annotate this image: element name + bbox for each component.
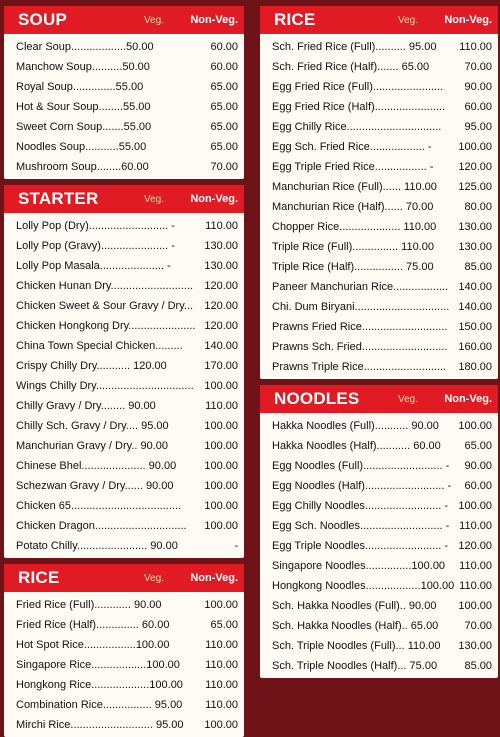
- item-name: Potato Chilly....................... 90.00: [16, 540, 178, 552]
- menu-item: [16, 655, 238, 675]
- menu-item: [16, 416, 238, 436]
- menu-item: [272, 636, 492, 656]
- menu-item: [272, 337, 492, 357]
- item-name: Hongkong Rice...................100.00: [16, 679, 183, 691]
- item-name: Royal Soup..............55.00: [16, 81, 144, 93]
- rice-left-section: [4, 564, 244, 737]
- menu-item: [272, 656, 492, 676]
- item-name: Chopper Rice.................... 110.00: [272, 221, 437, 233]
- item-name: Chicken Hunan Dry...........................: [16, 280, 194, 292]
- item-name: Triple Rice (Full)............... 110.00: [272, 241, 434, 253]
- item-price: 120.00: [458, 540, 492, 552]
- item-price: 125.00: [458, 181, 492, 193]
- item-price: 60.00: [210, 41, 238, 53]
- non-veg-label: Non-Veg.: [190, 572, 238, 584]
- menu-item: [16, 296, 238, 316]
- item-price: 65.00: [464, 440, 492, 452]
- veg-label: Veg.: [143, 14, 165, 26]
- menu-item: [16, 276, 238, 296]
- item-price: 100.00: [204, 520, 238, 532]
- noodles-items: [260, 413, 498, 678]
- menu-item: [272, 37, 492, 57]
- menu-item: [272, 117, 492, 137]
- item-name: Sch. Triple Noodles (Half)... 75.00: [272, 660, 438, 672]
- veg-label: Veg.: [143, 193, 165, 205]
- item-name: Egg Noodles (Half).......................... -: [272, 480, 452, 492]
- menu-item: [272, 596, 492, 616]
- menu-item: [272, 516, 492, 536]
- item-name: Egg Fried Rice (Half).......................: [272, 101, 445, 113]
- soup-header: [4, 6, 244, 34]
- item-price: 100.00: [458, 141, 492, 153]
- menu-item: [16, 436, 238, 456]
- starter-items: [4, 213, 244, 558]
- noodles-header: [260, 385, 498, 413]
- item-price: 100.00: [458, 600, 492, 612]
- item-price: 110.00: [459, 580, 492, 592]
- item-name: Chilly Gravy / Dry........ 90.00: [16, 400, 156, 412]
- item-name: Triple Rice (Half)................ 75.00: [272, 261, 434, 273]
- menu-item: [16, 316, 238, 336]
- item-name: Manchow Soup..........50.00: [16, 61, 150, 73]
- non-veg-label: Non-Veg.: [444, 14, 492, 26]
- menu-item: [272, 57, 492, 77]
- item-price: 100.00: [204, 420, 238, 432]
- veg-label: Veg.: [143, 572, 165, 584]
- item-name: Chinese Bhel..................... 90.00: [16, 460, 177, 472]
- menu-item: [16, 456, 238, 476]
- menu-item: [16, 635, 238, 655]
- item-price: 100.00: [204, 719, 238, 731]
- item-price: 60.00: [464, 101, 492, 113]
- item-name: Lolly Pop (Gravy)...................... -: [16, 240, 175, 252]
- item-price: 110.00: [205, 400, 238, 412]
- menu-item: [272, 257, 492, 277]
- item-name: Crispy Chilly Dry........... 120.00: [16, 360, 167, 372]
- item-name: Chicken Dragon..............................: [16, 520, 187, 532]
- menu-item: [16, 496, 238, 516]
- item-name: Hot Spot Rice.................100.00: [16, 639, 170, 651]
- item-name: Schezwan Gravy / Dry...... 90.00: [16, 480, 174, 492]
- item-name: Sch. Hakka Noodles (Half).. 65.00: [272, 620, 439, 632]
- menu-item: [16, 476, 238, 496]
- item-price: 100.00: [458, 420, 492, 432]
- rice-left-items: [4, 592, 244, 737]
- menu-item: [16, 356, 238, 376]
- item-price: 110.00: [205, 220, 238, 232]
- item-price: 120.00: [204, 320, 238, 332]
- noodles-section: [260, 385, 498, 678]
- item-price: 100.00: [204, 599, 238, 611]
- menu-item: [272, 416, 492, 436]
- item-price: 100.00: [204, 380, 238, 392]
- item-price: 180.00: [458, 361, 492, 373]
- menu-item: [272, 317, 492, 337]
- item-price: 110.00: [205, 659, 238, 671]
- menu-item: [16, 57, 238, 77]
- menu-item: [16, 615, 238, 635]
- menu-item: [272, 357, 492, 377]
- menu-item: [16, 157, 238, 177]
- item-price: 100.00: [204, 460, 238, 472]
- menu-item: [16, 117, 238, 137]
- menu-item: [272, 576, 492, 596]
- menu-item: [272, 177, 492, 197]
- item-name: Chi. Dum Biryani...............................: [272, 301, 450, 313]
- item-price: 130.00: [204, 260, 238, 272]
- rice-right-items: [260, 34, 498, 379]
- item-price: 110.00: [205, 639, 238, 651]
- item-name: Manchurian Rice (Half)...... 70.00: [272, 201, 434, 213]
- menu-item: [16, 536, 238, 556]
- item-name: Prawns Triple Rice...........................: [272, 361, 447, 373]
- item-name: China Town Special Chicken.........: [16, 340, 183, 352]
- item-price: 140.00: [204, 340, 238, 352]
- item-price: 80.00: [464, 201, 492, 213]
- item-price: 130.00: [458, 221, 492, 233]
- item-price: 150.00: [458, 321, 492, 333]
- item-price: 140.00: [458, 301, 492, 313]
- item-name: Egg Sch. Fried Rice.................. -: [272, 141, 432, 153]
- item-name: Lolly Pop (Dry).......................... -: [16, 220, 175, 232]
- item-name: Fried Rice (Full)............ 90.00: [16, 599, 162, 611]
- item-name: Egg Triple Fried Rice................. -: [272, 161, 434, 173]
- item-name: Prawns Sch. Fried............................: [272, 341, 448, 353]
- item-name: Egg Chilly Noodles......................... -: [272, 500, 449, 512]
- soup-section: [4, 6, 244, 179]
- item-name: Chicken Sweet & Sour Gravy / Dry...: [16, 300, 194, 312]
- item-name: Noodles Soup...........55.00: [16, 141, 147, 153]
- item-name: Chilly Sch. Gravy / Dry.... 95.00: [16, 420, 169, 432]
- menu-item: [16, 695, 238, 715]
- menu-item: [272, 157, 492, 177]
- item-price: 140.00: [458, 281, 492, 293]
- item-price: 65.00: [210, 81, 238, 93]
- item-price: 100.00: [458, 500, 492, 512]
- item-name: Egg Chilly Rice...............................: [272, 121, 442, 133]
- item-name: Sch. Triple Noodles (Full)... 110.00: [272, 640, 441, 652]
- menu-item: [16, 97, 238, 117]
- menu-item: [272, 97, 492, 117]
- non-veg-label: Non-Veg.: [190, 193, 238, 205]
- rice-left-header: [4, 564, 244, 592]
- non-veg-label: Non-Veg.: [444, 393, 492, 405]
- menu-item: [272, 536, 492, 556]
- menu-item: [16, 595, 238, 615]
- menu-item: [16, 715, 238, 735]
- menu-item: [272, 436, 492, 456]
- item-name: Chicken Hongkong Dry......................: [16, 320, 196, 332]
- item-price: 170.00: [204, 360, 238, 372]
- item-name: Combination Rice................ 95.00: [16, 699, 183, 711]
- item-price: 160.00: [458, 341, 492, 353]
- item-name: Chicken 65....................................: [16, 500, 182, 512]
- menu-item: [16, 77, 238, 97]
- item-price: 100.00: [204, 440, 238, 452]
- menu-item: [16, 675, 238, 695]
- non-veg-label: Non-Veg.: [190, 14, 238, 26]
- menu-item: [272, 297, 492, 317]
- item-name: Prawns Fried Rice............................: [272, 321, 448, 333]
- item-name: Sch. Fried Rice (Half)....... 65.00: [272, 61, 430, 73]
- item-name: Sweet Corn Soup.......55.00: [16, 121, 152, 133]
- item-name: Mirchi Rice........................... 95.00: [16, 719, 184, 731]
- item-name: Singapore Noodles...............100.00: [272, 560, 446, 572]
- item-price: 65.00: [210, 101, 238, 113]
- item-price: 65.00: [210, 141, 238, 153]
- veg-label: Veg.: [397, 393, 419, 405]
- menu-item: [272, 556, 492, 576]
- menu-item: [16, 37, 238, 57]
- item-price: 100.00: [204, 480, 238, 492]
- menu-item: [272, 217, 492, 237]
- item-name: Hakka Noodles (Full)........... 90.00: [272, 420, 439, 432]
- item-price: 85.00: [464, 261, 492, 273]
- menu-item: [16, 137, 238, 157]
- right-column: [260, 6, 498, 678]
- item-price: 70.00: [210, 161, 238, 173]
- item-price: 60.00: [464, 480, 492, 492]
- section-title: SOUP: [18, 10, 67, 29]
- menu-item: [272, 616, 492, 636]
- item-name: Manchurian Gravy / Dry.. 90.00: [16, 440, 169, 452]
- item-price: 110.00: [459, 41, 492, 53]
- soup-items: [4, 34, 244, 179]
- item-name: Hakka Noodles (Half)........... 60.00: [272, 440, 441, 452]
- rice-right-header: [260, 6, 498, 34]
- item-price: 110.00: [459, 520, 492, 532]
- menu-item: [272, 137, 492, 157]
- item-name: Wings Chilly Dry................................: [16, 380, 194, 392]
- item-price: 130.00: [458, 241, 492, 253]
- item-name: Fried Rice (Half).............. 60.00: [16, 619, 170, 631]
- item-price: 70.00: [464, 620, 492, 632]
- item-name: Sch. Fried Rice (Full).......... 95.00: [272, 41, 437, 53]
- item-name: Manchurian Rice (Full)...... 110.00: [272, 181, 437, 193]
- section-title: RICE: [274, 10, 316, 29]
- rice-right-section: [260, 6, 498, 379]
- item-price: 110.00: [459, 560, 492, 572]
- item-price: 90.00: [464, 81, 492, 93]
- item-name: Paneer Manchurian Rice..................: [272, 281, 449, 293]
- item-price: 65.00: [210, 121, 238, 133]
- item-price: 120.00: [204, 280, 238, 292]
- section-title: STARTER: [18, 189, 99, 208]
- starter-header: [4, 185, 244, 213]
- item-name: Lolly Pop Masala..................... -: [16, 260, 171, 272]
- item-name: Egg Sch. Noodles........................... -: [272, 520, 450, 532]
- item-name: Egg Fried Rice (Full).......................: [272, 81, 444, 93]
- item-name: Egg Triple Noodles......................... -: [272, 540, 449, 552]
- item-price: 100.00: [204, 500, 238, 512]
- item-price: -: [234, 540, 238, 552]
- veg-label: Veg.: [397, 14, 419, 26]
- item-name: Sch. Hakka Noodles (Full).. 90.00: [272, 600, 437, 612]
- menu-item: [16, 336, 238, 356]
- menu-item: [272, 496, 492, 516]
- item-price: 90.00: [464, 460, 492, 472]
- section-title: RICE: [18, 568, 60, 587]
- section-title: NOODLES: [274, 389, 360, 408]
- item-name: Hongkong Noodles..................100.00: [272, 580, 455, 592]
- starter-section: [4, 185, 244, 558]
- item-price: 130.00: [204, 240, 238, 252]
- menu-item: [272, 237, 492, 257]
- item-price: 65.00: [210, 619, 238, 631]
- menu-item: [272, 197, 492, 217]
- item-price: 120.00: [458, 161, 492, 173]
- item-price: 120.00: [204, 300, 238, 312]
- menu-item: [16, 376, 238, 396]
- menu-item: [16, 516, 238, 536]
- menu-item: [16, 396, 238, 416]
- item-price: 95.00: [464, 121, 492, 133]
- menu-item: [16, 236, 238, 256]
- item-price: 110.00: [205, 699, 238, 711]
- item-price: 110.00: [205, 679, 238, 691]
- menu-item: [272, 277, 492, 297]
- menu-item: [16, 216, 238, 236]
- item-name: Clear Soup..................50.00: [16, 41, 154, 53]
- left-column: [4, 6, 244, 737]
- item-name: Mushroom Soup........60.00: [16, 161, 149, 173]
- item-price: 130.00: [458, 640, 492, 652]
- menu-item: [272, 476, 492, 496]
- item-price: 85.00: [464, 660, 492, 672]
- menu-item: [16, 256, 238, 276]
- item-name: Hot & Sour Soup........55.00: [16, 101, 151, 113]
- item-name: Singapore Rice..................100.00: [16, 659, 180, 671]
- item-name: Egg Noodles (Full).......................... -: [272, 460, 450, 472]
- item-price: 60.00: [210, 61, 238, 73]
- menu-item: [272, 456, 492, 476]
- menu-item: [272, 77, 492, 97]
- item-price: 70.00: [464, 61, 492, 73]
